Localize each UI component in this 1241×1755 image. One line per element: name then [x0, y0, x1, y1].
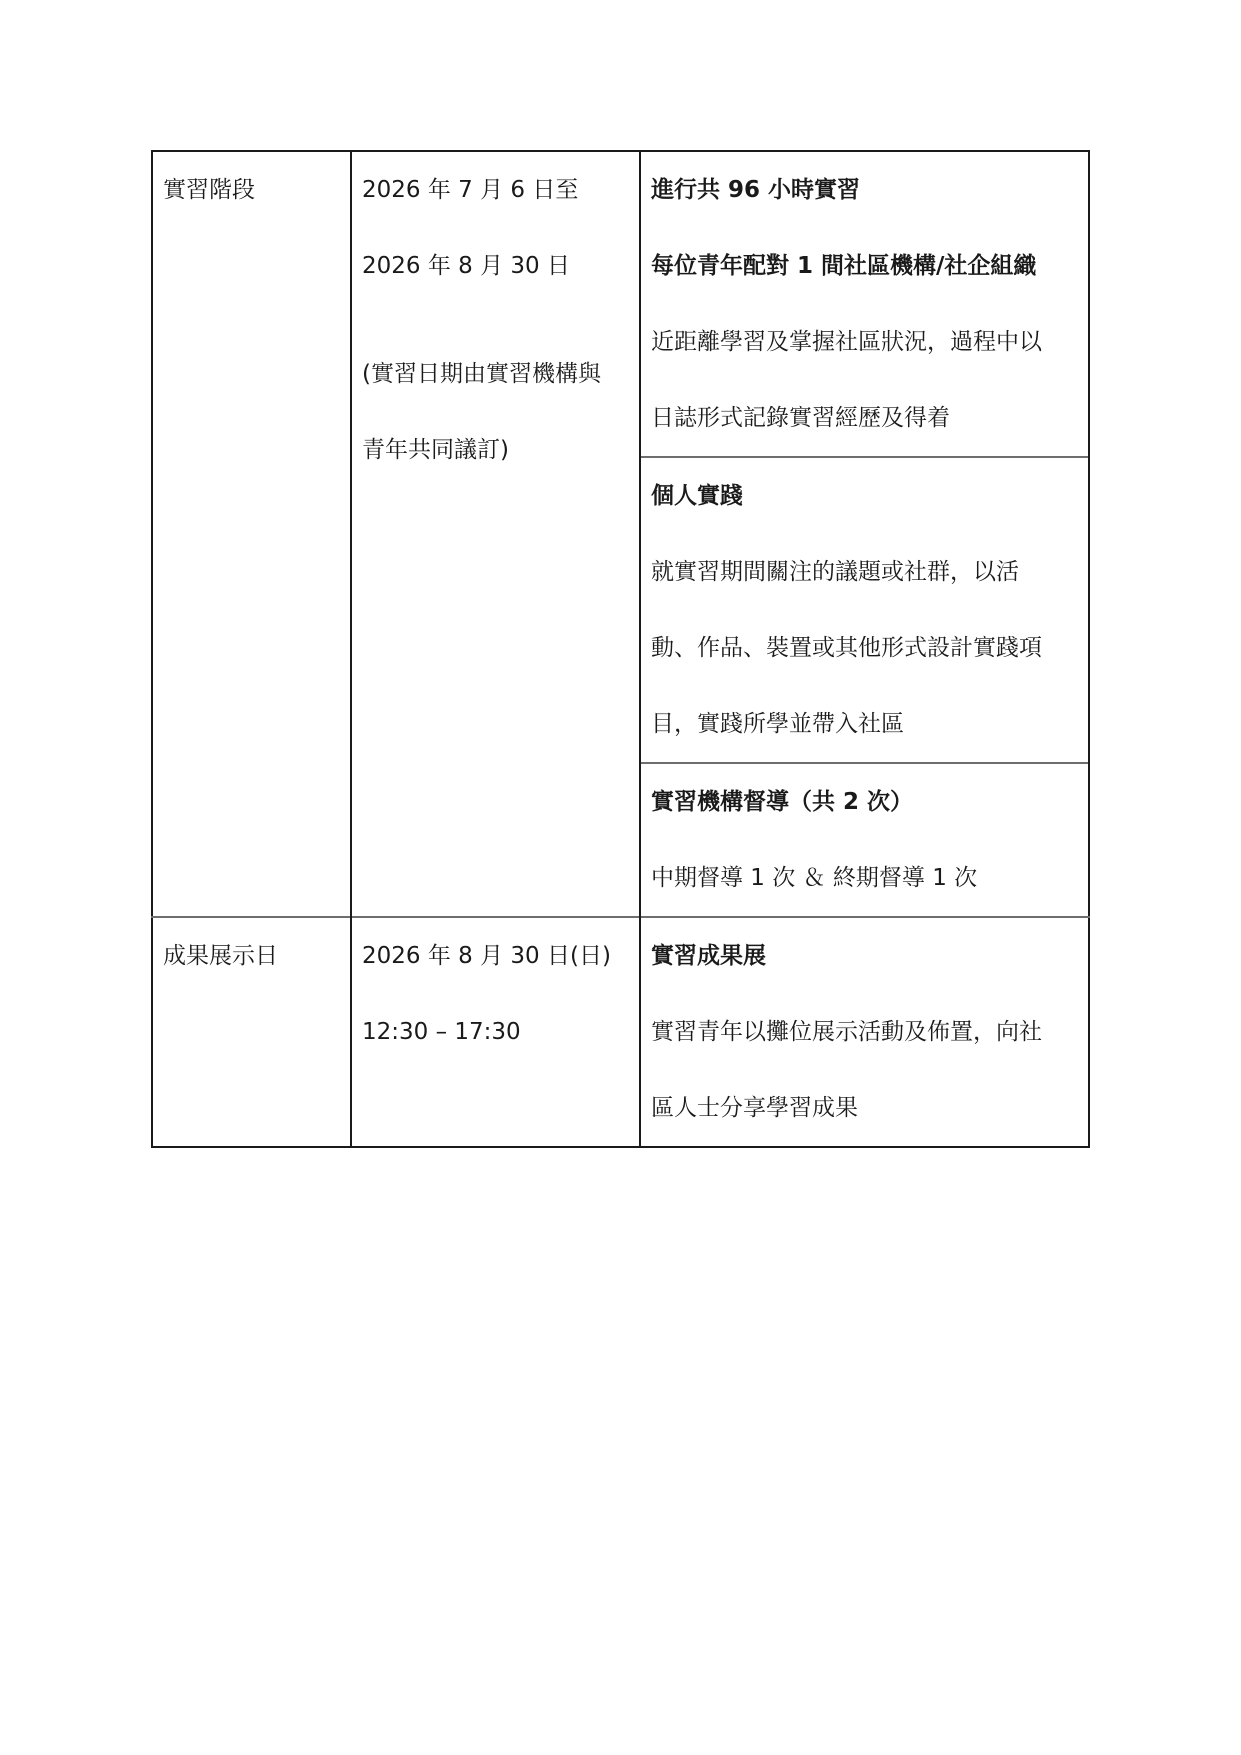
date-cell: [351, 917, 640, 1147]
exhibition-time: 12:30 – 17:30: [362, 1019, 521, 1045]
block-heading: 個人實踐: [651, 483, 743, 509]
date-note-line: (實習日期由實習機構與: [362, 361, 601, 387]
description-block-personal-practice: [641, 456, 1088, 762]
block-text: 近距離學習及掌握社區狀況，過程中以: [651, 329, 1042, 355]
block-text: 動、作品、裝置或其他形式設計實踐項: [651, 635, 1042, 661]
block-text: 實習青年以攤位展示活動及佈置，向社: [651, 1019, 1042, 1045]
block-text: 就實習期間關注的議題或社群，以活: [651, 559, 1019, 585]
phase-cell: [152, 151, 351, 917]
exhibition-date: 2026 年 8 月 30 日(日): [362, 943, 611, 969]
table-row: [152, 917, 1089, 1147]
block-heading: 每位青年配對 1 間社區機構/社企組織: [651, 253, 1037, 279]
phase-cell: [152, 917, 351, 1147]
block-heading: 實習機構督導（共 2 次）: [651, 789, 914, 815]
phase-label: 實習階段: [163, 177, 255, 203]
date-note-line: 青年共同議訂): [362, 437, 509, 463]
date-end: 2026 年 8 月 30 日: [362, 253, 570, 279]
description-block-exhibition: [641, 918, 1088, 1146]
block-text: 中期督導 1 次 ＆ 終期督導 1 次: [651, 865, 978, 891]
date-cell: [351, 151, 640, 917]
schedule-table: [151, 150, 1090, 1148]
date-start: 2026 年 7 月 6 日至: [362, 177, 579, 203]
block-text: 日誌形式記錄實習經歷及得着: [651, 405, 950, 431]
description-cell: [640, 151, 1089, 917]
phase-label: 成果展示日: [163, 943, 278, 969]
spacer: [362, 304, 629, 336]
block-heading: 進行共 96 小時實習: [651, 177, 861, 203]
description-block-supervision: [641, 762, 1088, 916]
block-text: 區人士分享學習成果: [651, 1095, 858, 1121]
table-row: [152, 151, 1089, 917]
block-text: 目，實踐所學並帶入社區: [651, 711, 904, 737]
block-heading: 實習成果展: [651, 943, 766, 969]
description-cell: [640, 917, 1089, 1147]
description-block-internship-hours: [641, 152, 1088, 456]
